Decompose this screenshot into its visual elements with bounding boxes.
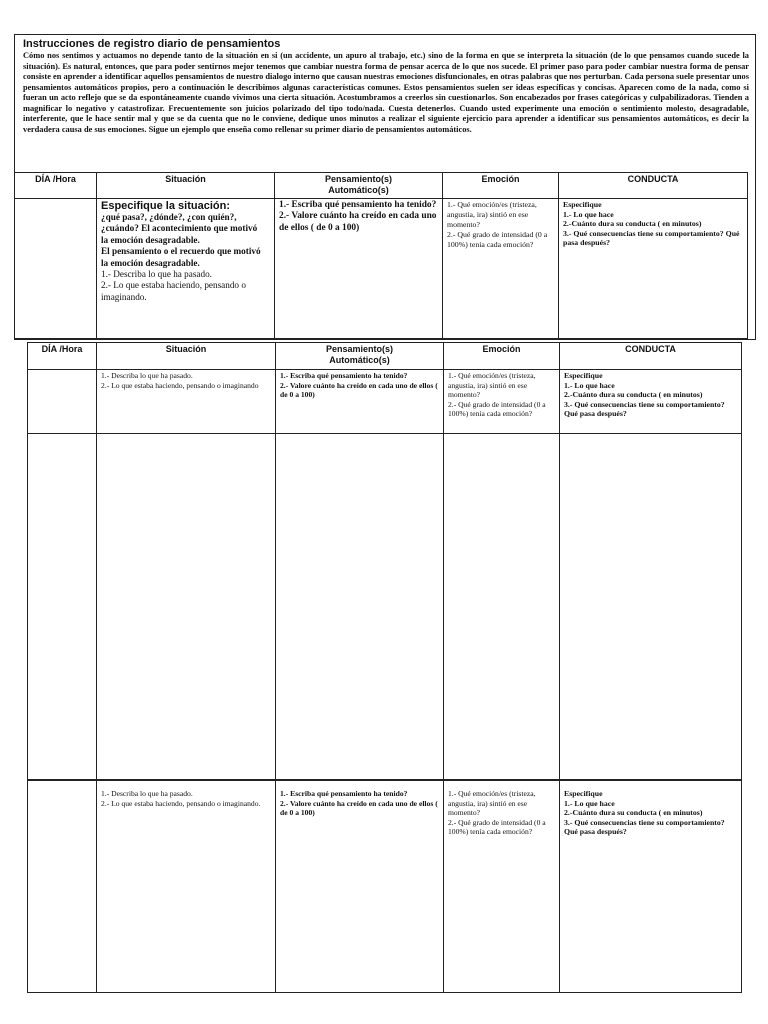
cond-1: 1.- Lo que hace (563, 209, 614, 219)
form1-situacion-guide[interactable]: 1.- Describa lo que ha pasado. 2.- Lo que estaba haciendo, pensando o imaginando (97, 370, 276, 434)
example-pensamiento-cell (275, 199, 443, 339)
form1-situacion-entry[interactable] (97, 434, 276, 780)
sit-p2: 2.- Lo que estaba haciendo, pensando o imaginando. (101, 280, 246, 302)
cond-3: 3.- Qué consecuencias tiene su comportamiento? Qué pasa después? (563, 228, 740, 247)
form2-pensamiento-cell[interactable]: 1.- Escriba qué pensamiento ha tenido? 2.- Valore cuánto ha creído en cada uno de ellos ( de 0 a 100) (276, 781, 444, 993)
form1-dia-guide[interactable] (28, 370, 97, 434)
form1-dia-entry[interactable] (28, 434, 97, 780)
header-dia: DÍA /Hora (15, 173, 97, 199)
cond-0: Especifique (563, 200, 602, 209)
form-table-2 (27, 780, 742, 993)
form1-pensamiento-entry[interactable] (276, 434, 444, 780)
intro (15, 35, 755, 135)
form1-pensamiento-guide[interactable]: 1.- Escriba qué pensamiento ha tenido? 2.- Valore cuánto ha creído en cada uno de ellos ( de 0 a 100) (276, 370, 444, 434)
form2-situacion-cell[interactable]: 1.- Describa lo que ha pasado. 2.- Lo que estaba haciendo, pensando o imaginando. (97, 781, 276, 993)
form1-conducta-entry[interactable] (560, 434, 742, 780)
form1-entry-row (28, 434, 742, 780)
cond-2: 2.-Cuánto dura su conducta ( en minutos) (563, 219, 702, 228)
emo-2: 2.- Qué grado de intensidad (0 a 100%) tenía cada emoción? (447, 230, 548, 249)
example-dia-cell (15, 199, 97, 339)
header-conducta: CONDUCTA (559, 173, 748, 199)
form1-header-conducta: CONDUCTA (560, 343, 742, 370)
sit-q3: El pensamiento o el recuerdo que motivó la emoción desagradable. (101, 246, 261, 268)
example-header-row (15, 173, 748, 199)
form1-header-emocion: Emoción (444, 343, 560, 370)
sit-q1: ¿qué pasa?, ¿dónde?, ¿con quién?, ¿cuándo? El acontecimiento que motivó (101, 212, 258, 234)
form2-conducta-cell[interactable]: Especifique 1.- Lo que hace 2.-Cuánto dura su conducta ( en minutos) 3.- Qué consecuencias tiene su comportamiento? Qué pasa después? (560, 781, 742, 993)
form2-row (28, 781, 742, 993)
header-emocion: Emoción (443, 173, 559, 199)
pens-2: 2.- Valore cuánto ha creído en cada uno de ellos ( de 0 a 100) (279, 211, 437, 233)
pens-1: 1.- Escriba qué pensamiento ha tenido? (279, 200, 437, 210)
form1-header-situacion: Situación (97, 343, 276, 370)
sit-head: Especifique la situación: (101, 200, 230, 212)
sit-q2: la emoción desagradable. (101, 234, 200, 245)
form2-dia-cell[interactable] (28, 781, 97, 993)
example-table (14, 172, 748, 339)
intro-body: Cómo nos sentimos y actuamos no depende tanto de la situación en si (un accidente, un apuro al trabajo, etc.) sino de la forma en que se interpreta la situación (de lo que pensamos cuando sucede la situación). Es natural, entonces, que para poder sentirnos mejor tenemos que cambiar nuestra forma de pensar acerca de lo que nos sucede. El primer paso para poder cambiar nuestra forma de pensar consiste en aprender a identificar aquellos pensamientos de nuestro dialogo interno que causan nuestras emociones disfuncionales, en otras palabras que nos perturban. Cada persona suele presentar unos pensamientos automáticos propios, pero a continuación le describimos algunas características comunes. Estos pensamientos suelen ser ideas específicas y concisas. Aparecen como de la nada, como si fueran un acto reflejo que se da espontáneamente cuando vivimos una cierta situación. Acostumbramos a creerlos sin cuestionarlos. Son encabezados por frases categóricas y culpabilizadoras. Tienden a magnificar lo negativo y catastrofizar. Frecuentemente son juicios polarizado del tipo todo/nada. Cuesta detenerlos. Cuando usted experimente una emoción o sentimiento molesto, desagradable, interferente, que le hace sentir mal y que se da cuenta que no le conviene, dedique unos minutos a realizar el siguiente ejercicio para aprender a identificar sus pensamientos automáticos, es decir la verdadera causa de sus emociones. Sigue un ejemplo que enseña como rellenar su primer diario de pensamientos automáticos. (23, 51, 749, 134)
form1-guide-row (28, 370, 742, 434)
form1-conducta-guide[interactable]: Especifique 1.- Lo que hace 2.-Cuánto dura su conducta ( en minutos) 3.- Qué consecuencias tiene su comportamiento? Qué pasa después? (560, 370, 742, 434)
form2-emocion-cell[interactable]: 1.- Qué emoción/es (tristeza, angustia, ira) sintió en ese momento? 2.- Qué grado de intensidad (0 a 100%) tenía cada emoción? (444, 781, 560, 993)
example-emocion-cell (443, 199, 559, 339)
form-table-1 (27, 342, 742, 780)
form1-header-row (28, 343, 742, 370)
sit-p1: 1.- Describa lo que ha pasado. (101, 269, 212, 280)
intro-title: Instrucciones de registro diario de pensamientos (23, 38, 281, 50)
header-pensamiento: Pensamiento(s) Automático(s) (275, 173, 443, 199)
header-situacion: Situación (97, 173, 275, 199)
example-situacion-cell (97, 199, 275, 339)
emo-1: 1.- Qué emoción/es (tristeza, angustia, ira) sintió en ese momento? (447, 200, 537, 229)
form1-emocion-entry[interactable] (444, 434, 560, 780)
example-conducta-cell (559, 199, 748, 339)
form1-header-dia: DÍA /Hora (28, 343, 97, 370)
form1-header-pensamiento: Pensamiento(s) Automático(s) (276, 343, 444, 370)
example-row (15, 199, 748, 339)
form1-emocion-guide[interactable]: 1.- Qué emoción/es (tristeza, angustia, ira) sintió en ese momento? 2.- Qué grado de intensidad (0 a 100%) tenía cada emoción? (444, 370, 560, 434)
